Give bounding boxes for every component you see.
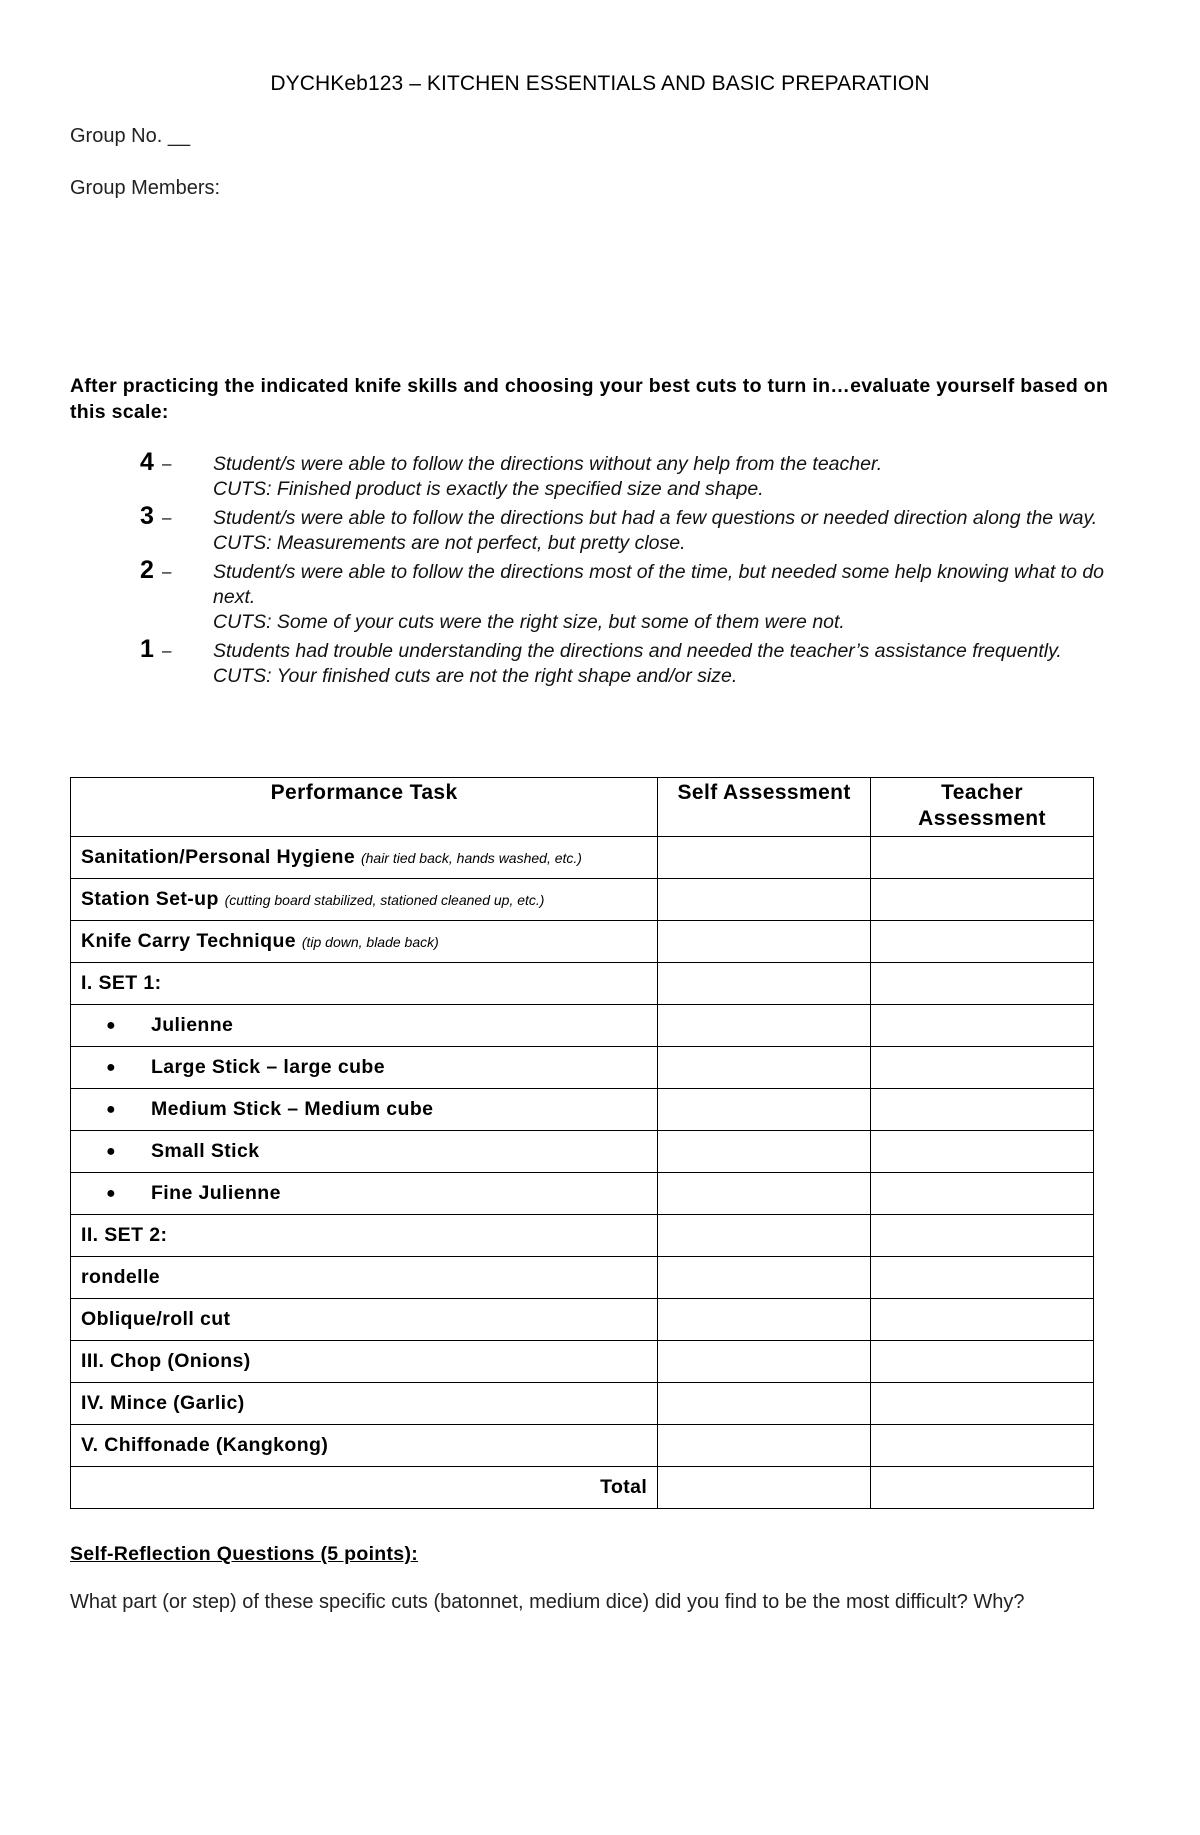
- task-label: III. Chop (Onions): [81, 1350, 251, 1372]
- teacher-assessment-cell[interactable]: [871, 837, 1094, 879]
- task-cell: [71, 1005, 658, 1047]
- task-cell: [71, 1383, 658, 1425]
- task-cell: [71, 1299, 658, 1341]
- teacher-assessment-cell[interactable]: [871, 1341, 1094, 1383]
- table-row: [71, 1047, 1094, 1089]
- teacher-assessment-cell[interactable]: [871, 1173, 1094, 1215]
- task-cell: [71, 1257, 658, 1299]
- teacher-assessment-cell[interactable]: [871, 1257, 1094, 1299]
- reflection-heading: Self-Reflection Questions (5 points):: [70, 1543, 419, 1565]
- self-assessment-cell[interactable]: [658, 1257, 871, 1299]
- teacher-assessment-cell[interactable]: [871, 1425, 1094, 1467]
- task-cell: [71, 921, 658, 963]
- self-assessment-cell[interactable]: [658, 1173, 871, 1215]
- scale-description: Student/s were able to follow the directions but had a few questions or needed direction along the way.: [213, 507, 1098, 529]
- scale-score: 2: [140, 556, 154, 584]
- self-assessment-cell[interactable]: [658, 837, 871, 879]
- teacher-assessment-cell[interactable]: [871, 1215, 1094, 1257]
- header-performance-task: Performance Task: [71, 778, 658, 837]
- task-label: rondelle: [81, 1266, 161, 1288]
- scale-item: [70, 448, 1130, 502]
- task-label: I. SET 1:: [81, 972, 162, 994]
- task-cell: [71, 1215, 658, 1257]
- self-assessment-cell[interactable]: [658, 1383, 871, 1425]
- teacher-assessment-cell[interactable]: [871, 879, 1094, 921]
- task-label: Medium Stick – Medium cube: [151, 1098, 434, 1120]
- task-cell: [71, 1047, 658, 1089]
- self-assessment-cell[interactable]: [658, 921, 871, 963]
- task-label: Sanitation/Personal Hygiene: [81, 846, 356, 868]
- task-label: Fine Julienne: [151, 1182, 281, 1204]
- self-assessment-cell[interactable]: [658, 963, 871, 1005]
- task-cell: [71, 963, 658, 1005]
- self-assessment-cell[interactable]: [658, 1425, 871, 1467]
- self-assessment-cell[interactable]: [658, 879, 871, 921]
- rating-scale: [70, 448, 1130, 693]
- task-cell: [71, 837, 658, 879]
- table-row: [71, 1257, 1094, 1299]
- task-cell: [71, 1425, 658, 1467]
- scale-description: Student/s were able to follow the directions most of the time, but needed some help knowing what to do next.: [213, 561, 1105, 608]
- assessment-table: [70, 777, 1094, 1509]
- task-cell: [71, 1341, 658, 1383]
- task-label: Knife Carry Technique: [81, 930, 296, 952]
- task-label: IV. Mince (Garlic): [81, 1392, 245, 1414]
- scale-score: 4: [140, 448, 154, 476]
- reflection-question: What part (or step) of these specific cuts (batonnet, medium dice) did you find to be the most difficult? Why?: [70, 1591, 1025, 1613]
- scale-description: Student/s were able to follow the directions without any help from the teacher.: [213, 453, 883, 475]
- task-label: V. Chiffonade (Kangkong): [81, 1434, 329, 1456]
- table-row: [71, 963, 1094, 1005]
- table-row: [71, 1383, 1094, 1425]
- scale-score: 1: [140, 635, 154, 663]
- self-assessment-cell[interactable]: [658, 1341, 871, 1383]
- task-cell: [71, 879, 658, 921]
- task-label: Oblique/roll cut: [81, 1308, 231, 1330]
- bullet-icon: ●: [105, 1142, 117, 1160]
- self-assessment-cell[interactable]: [658, 1047, 871, 1089]
- bullet-icon: ●: [105, 1058, 117, 1076]
- task-cell: [71, 1131, 658, 1173]
- scale-dash: –: [162, 454, 172, 473]
- scale-item: [70, 502, 1130, 556]
- teacher-assessment-cell[interactable]: [871, 1089, 1094, 1131]
- teacher-assessment-cell[interactable]: [871, 1047, 1094, 1089]
- table-row: [71, 1005, 1094, 1047]
- self-total-cell[interactable]: [658, 1467, 871, 1509]
- task-label: Large Stick – large cube: [151, 1056, 385, 1078]
- self-assessment-cell[interactable]: [658, 1299, 871, 1341]
- table-row: [71, 1215, 1094, 1257]
- bullet-icon: ●: [105, 1100, 117, 1118]
- task-cell: [71, 1173, 658, 1215]
- scale-description: CUTS: Some of your cuts were the right size, but some of them were not.: [213, 611, 845, 633]
- bullet-icon: ●: [105, 1016, 117, 1034]
- group-number-label: Group No. __: [70, 125, 191, 147]
- teacher-assessment-cell[interactable]: [871, 1383, 1094, 1425]
- document-title: DYCHKeb123 – KITCHEN ESSENTIALS AND BASIC PREPARATION: [270, 72, 930, 95]
- task-note: (cutting board stabilized, stationed cleaned up, etc.): [224, 892, 545, 908]
- table-row: [71, 921, 1094, 963]
- table-row: [71, 879, 1094, 921]
- scale-description: Students had trouble understanding the directions and needed the teacher’s assistance frequently.: [213, 640, 1062, 662]
- scale-item: [70, 635, 1130, 689]
- table-row: [71, 1299, 1094, 1341]
- task-label: II. SET 2:: [81, 1224, 168, 1246]
- scale-item: [70, 556, 1130, 635]
- teacher-assessment-cell[interactable]: [871, 963, 1094, 1005]
- teacher-assessment-cell[interactable]: [871, 1299, 1094, 1341]
- task-label: Station Set-up: [81, 888, 219, 910]
- teacher-assessment-cell[interactable]: [871, 921, 1094, 963]
- scale-dash: –: [162, 562, 172, 581]
- table-row: [71, 1425, 1094, 1467]
- scale-description: CUTS: Measurements are not perfect, but pretty close.: [213, 532, 686, 554]
- scale-description: CUTS: Your finished cuts are not the right shape and/or size.: [213, 665, 738, 687]
- total-row: [71, 1467, 1094, 1509]
- scale-dash: –: [162, 641, 172, 660]
- table-row: [71, 1089, 1094, 1131]
- self-assessment-cell[interactable]: [658, 1089, 871, 1131]
- teacher-assessment-cell[interactable]: [871, 1131, 1094, 1173]
- total-label: Total: [71, 1467, 658, 1509]
- task-cell: [71, 1089, 658, 1131]
- table-header-row: [71, 778, 1094, 837]
- scale-score: 3: [140, 502, 154, 530]
- self-assessment-cell[interactable]: [658, 1005, 871, 1047]
- task-note: (tip down, blade back): [301, 934, 439, 950]
- table-row: [71, 837, 1094, 879]
- teacher-total-cell[interactable]: [871, 1467, 1094, 1509]
- table-row: [71, 1173, 1094, 1215]
- self-assessment-cell[interactable]: [658, 1215, 871, 1257]
- table-row: [71, 1131, 1094, 1173]
- bullet-icon: ●: [105, 1184, 117, 1202]
- group-members-label: Group Members:: [70, 177, 221, 199]
- task-label: Julienne: [151, 1014, 234, 1036]
- scale-dash: –: [162, 508, 172, 527]
- header-self-assessment: Self Assessment: [658, 778, 871, 837]
- teacher-assessment-cell[interactable]: [871, 1005, 1094, 1047]
- instructions-text: After practicing the indicated knife skills and choosing your best cuts to turn in…evaluate yourself based on this scale:: [70, 375, 1109, 423]
- task-label: Small Stick: [151, 1140, 260, 1162]
- self-assessment-cell[interactable]: [658, 1131, 871, 1173]
- header-teacher-assessment: Teacher Assessment: [871, 778, 1094, 837]
- scale-description: CUTS: Finished product is exactly the specified size and shape.: [213, 478, 764, 500]
- table-row: [71, 1341, 1094, 1383]
- task-note: (hair tied back, hands washed, etc.): [360, 850, 582, 866]
